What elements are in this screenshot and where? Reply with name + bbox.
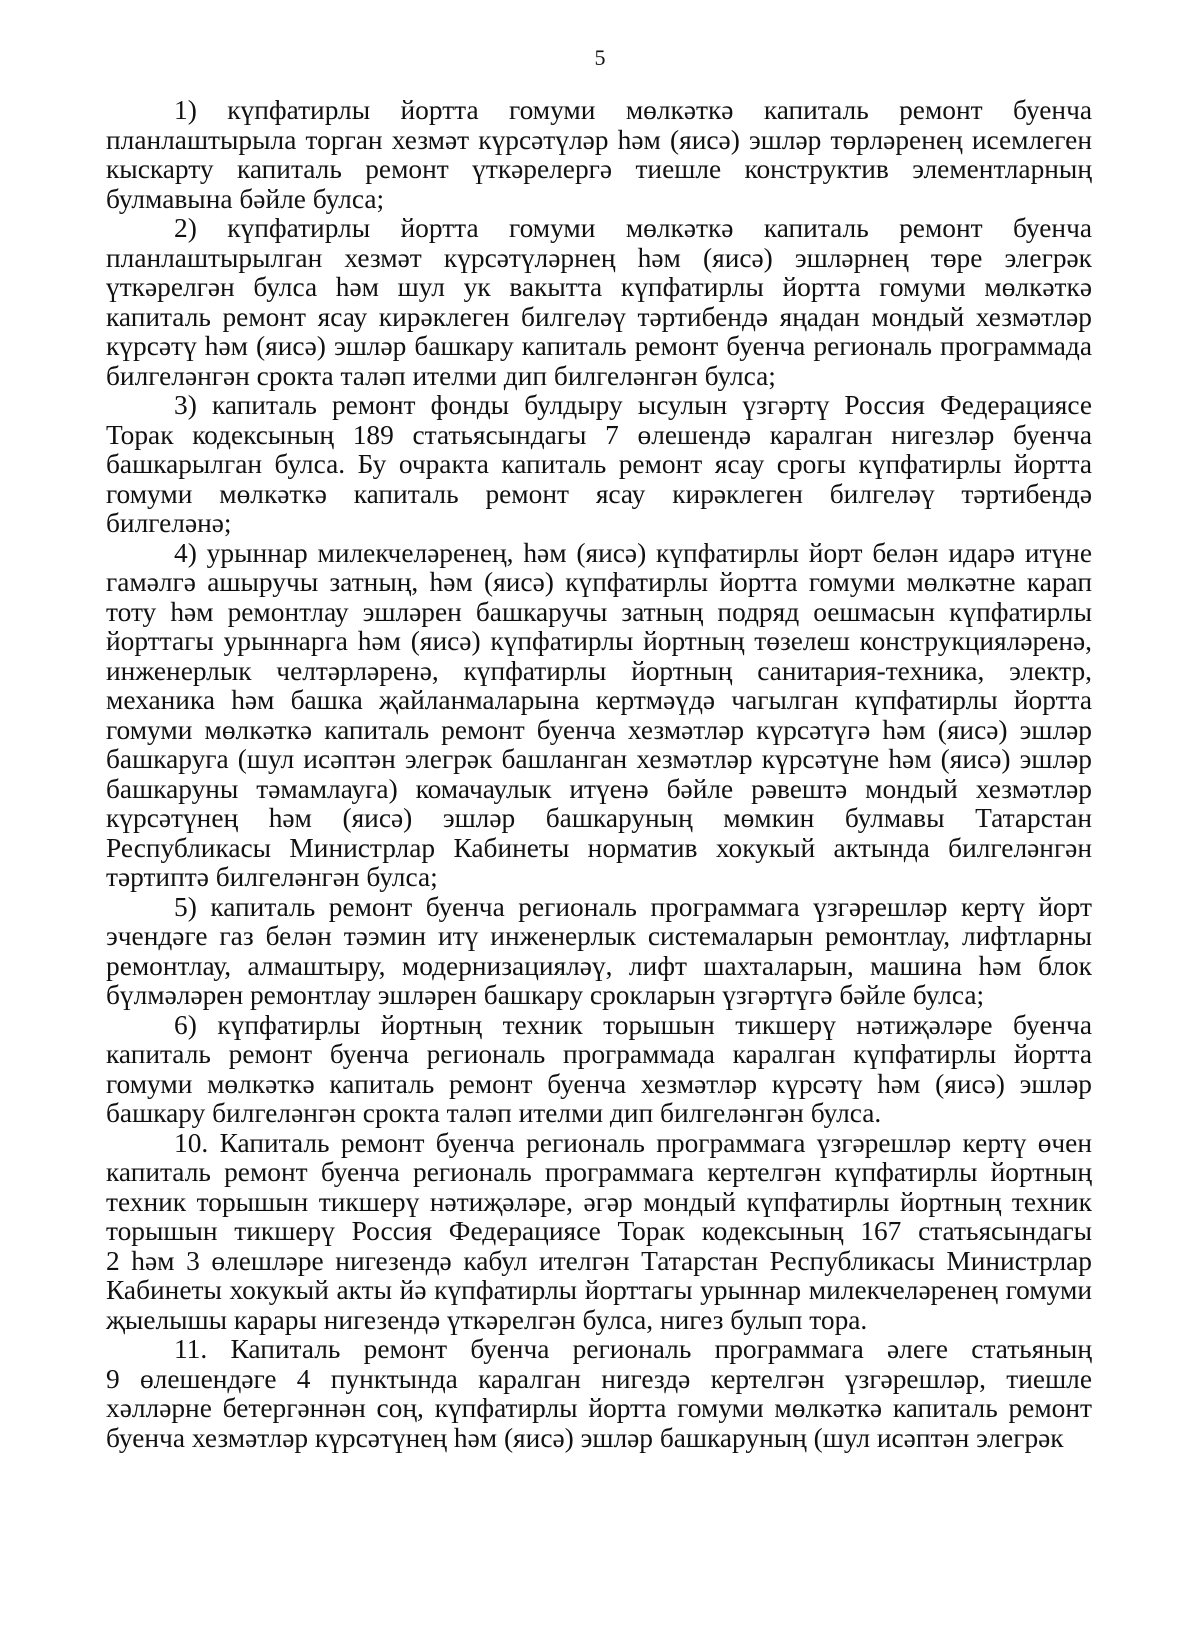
text-line: инженерлык челтәрләренә, күпфатирлы йортның санитария-техника, электр, [106,655,1092,686]
text-line: механика һәм башка җайланмаларына кертмәүдә чагылган күпфатирлы йортта [106,685,1092,715]
text-line: Торак кодексының 189 статьясындагы 7 өлешендә каралган нигезләр буенча [106,419,1092,450]
text-line: планлаштырыла торган хезмәт күрсәтүләр һәм (яисә) эшләр төрләренең исемлеген [106,124,1092,155]
text-line: бүлмәләрен ремонтлау эшләрен башкару срокларын үзгәртүгә бәйле булса; [106,980,985,1010]
text-line: йорттагы урыннарга һәм (яисә) күпфатирлы йортның төзелеш конструкцияләренә, [106,626,1092,656]
text-line: капиталь ремонт ясау кирәклеген билгеләү тәртибендә яңадан мондый хезмәтләр [106,301,1092,332]
text-line: ремонтлау, алмаштыру, модернизацияләү, лифт шахталарын, машина һәм блок [106,950,1092,981]
text-line: торышын тикшерү Россия Федерациясе Торак кодексының 167 статьясындагы [106,1216,1092,1246]
paragraph [106,391,1092,539]
text-line: эчендәге газ белән тәэмин итү инженерлык системаларын ремонтлау, лифтларны [106,921,1092,951]
text-line: 2) күпфатирлы йортта гомуми мөлкәткә капиталь ремонт буенча [174,213,1092,243]
text-line: 1) күпфатирлы йортта гомуми мөлкәткә капиталь ремонт буенча [174,95,1092,125]
text-line: техник торышын тикшерү нәтиҗәләре, әгәр мондый күпфатирлы йортның техник [106,1186,1092,1217]
text-line: гамәлгә ашыручы затның, һәм (яисә) күпфатирлы йортта гомуми мөлкәтне карап [106,567,1092,597]
text-line: капиталь ремонт буенча региональ программада каралган күпфатирлы йортта [106,1039,1092,1069]
text-line: гомуми мөлкәткә капиталь ремонт буенча хезмәтләр күрсәтүгә һәм (яисә) эшләр [106,714,1092,745]
text-line: буенча хезмәтләр күрсәтүнең һәм (яисә) эшләр башкаруның (шул исәптән элегрәк [106,1422,1064,1453]
text-line: тәртиптә билгеләнгән булса; [106,862,438,892]
text-line: гомуми мөлкәткә капиталь ремонт буенча хезмәтләр күрсәтү һәм (яисә) эшләр [106,1068,1092,1099]
text-line: башкаруга (шул исәптән элегрәк башланган хезмәтләр күрсәтүне һәм (яисә) эшләр [106,744,1092,774]
text-line: кыскарту капиталь ремонт үткәрелергә тиешле конструктив элементларның [106,154,1092,184]
text-line: башкарылган булса. Бу очракта капиталь ремонт ясау срогы күпфатирлы йортта [106,449,1092,479]
text-line: башкаруны тәмамлауга) комачаулык итүенә бәйле рәвештә мондый хезмәтләр [106,773,1092,804]
text-line: 2 һәм 3 өлешләре нигезендә кабул ителгән Татарстан Республикасы Министрлар [106,1245,1092,1276]
paragraph [106,214,1092,391]
text-line: 5) капиталь ремонт буенча региональ программага үзгәрешләр кертү йорт [174,891,1092,922]
text-line: гомуми мөлкәткә капиталь ремонт ясау кирәклеген билгеләү тәртибендә [106,478,1092,509]
text-line: җыелышы карары нигезендә үткәрелгән булса, нигез булып тора. [106,1304,868,1335]
paragraph [106,1335,1092,1453]
text-line: 9 өлешендәге 4 пунктында каралган нигездә кертелгән үзгәрешләр, тиешле [106,1363,1092,1394]
page-number: 5 [594,45,606,70]
paragraph [106,539,1092,893]
text-line: күрсәтүнең һәм (яисә) эшләр башкаруның мөмкин булмавы Татарстан [106,803,1092,833]
text-line: билгеләнә; [106,508,232,538]
text-line: 4) урыннар милекчеләренең, һәм (яисә) күпфатирлы йорт белән идарә итүне [174,537,1092,568]
text-line: капиталь ремонт буенча региональ программага кертелгән күпфатирлы йортның [106,1157,1092,1187]
text-line: булмавына бәйле булса; [106,183,385,214]
text-line: 6) күпфатирлы йортның техник торышын тикшерү нәтиҗәләре буенча [174,1009,1092,1040]
text-line: планлаштырылган хезмәт күрсәтүләрнең һәм (яисә) эшләрнең төре элегрәк [106,242,1092,273]
document-body [106,96,1092,1453]
text-line: 10. Капиталь ремонт буенча региональ программага үзгәрешләр кертү өчен [174,1127,1092,1158]
paragraph [106,96,1092,214]
paragraph [106,893,1092,1011]
text-line: хәлләрне бетергәннән соң, күпфатирлы йортта гомуми мөлкәткә капиталь ремонт [106,1393,1092,1423]
text-line: Республикасы Министрлар Кабинеты норматив хокукый актында билгеләнгән [106,832,1092,863]
text-line: башкару билгеләнгән срокта таләп ителми дип билгеләнгән булса. [106,1098,882,1128]
text-line: үткәрелгән булса һәм шул ук вакытта күпфатирлы йортта гомуми мөлкәткә [106,272,1092,302]
text-line: Кабинеты хокукый акты йә күпфатирлы йорттагы урыннар милекчеләренең гомуми [106,1275,1092,1305]
text-line: тоту һәм ремонтлау эшләрен башкаручы затның подряд оешмасын күпфатирлы [106,596,1092,627]
text-line: 11. Капиталь ремонт буенча региональ программага әлеге статьяның [174,1334,1092,1364]
paragraph [106,1011,1092,1129]
text-line: күрсәтү һәм (яисә) эшләр башкару капиталь ремонт буенча региональ программада [106,331,1092,361]
paragraph [106,1129,1092,1336]
text-line: 3) капиталь ремонт фонды булдыру ысулын үзгәртү Россия Федерациясе [174,390,1092,420]
text-line: билгеләнгән срокта таләп ителми дип билгеләнгән булса; [106,360,776,391]
